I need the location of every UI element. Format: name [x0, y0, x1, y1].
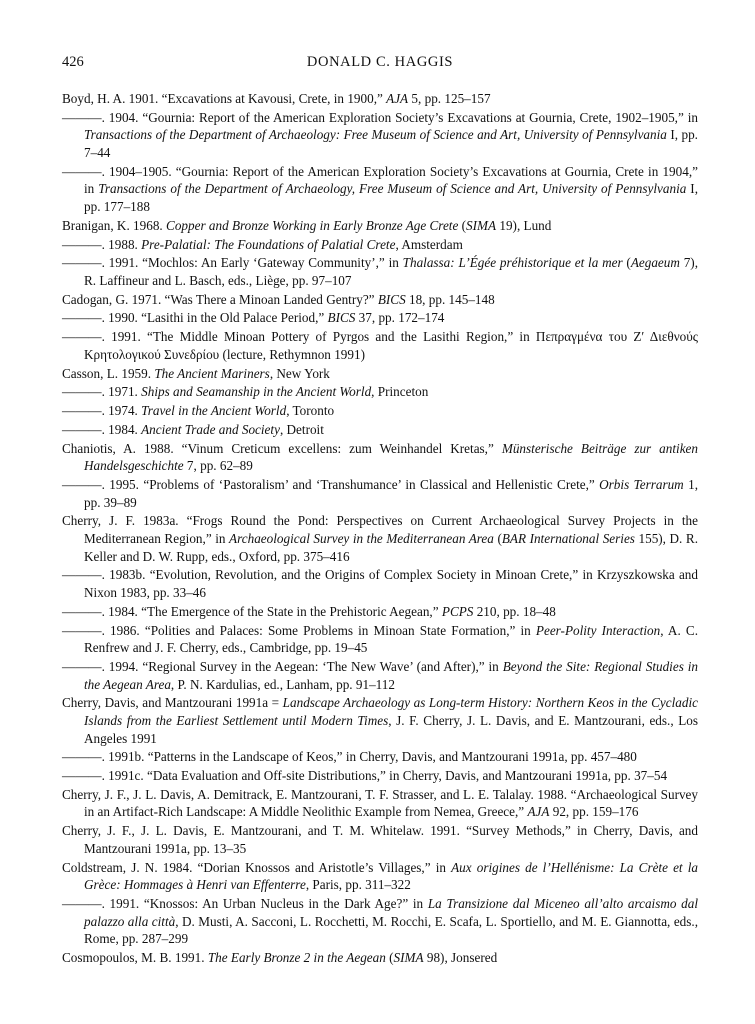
bibliography-entry — [62, 291, 698, 309]
entry-text: 37, pp. 172–174 — [355, 310, 445, 326]
bibliography-entry — [62, 236, 698, 254]
bibliography-entry — [62, 309, 698, 327]
bibliography-entry — [62, 383, 698, 401]
entry-text: 18, pp. 145–148 — [405, 291, 495, 307]
entry-text: , D. Musti, A. Sacconi, L. Rocchetti, M. Rocchi, E. Scafa, L. Sportiello, and M. E. Giannotta, eds., Rome, pp. 287–299 — [84, 913, 698, 947]
bibliography-entry — [62, 365, 698, 383]
entry-text: ———. 1988. — [62, 236, 142, 252]
entry-text: , Paris, pp. 311–322 — [305, 877, 411, 893]
entry-text: Coldstream, J. N. 1984. “Dorian Knossos and Aristotle’s Villages,” in — [62, 859, 452, 875]
entry-text: Cherry, J. F., J. L. Davis, E. Mantzourani, and T. M. Whitelaw. 1991. “Survey Methods,” in Cherry, Davis, and Mantzourani 1991a, pp. 13–35 — [62, 823, 698, 856]
entry-text: ———. 1983b. “Evolution, Revolution, and the Origins of Complex Society in Minoan Crete,” in Krzyszkowska and Nixon 1983, pp. 33–46 — [62, 567, 698, 601]
entry-text: Boyd, H. A. 1901. “Excavations at Kavousi, Crete, in 1900,” — [62, 91, 387, 106]
bibliography-entry — [62, 109, 698, 162]
entry-text: 5, pp. 125–157 — [408, 91, 491, 106]
entry-text: I, pp. 177–188 — [84, 181, 698, 214]
entry-text: ———. 1991c. “Data Evaluation and Off-site Distributions,” in Cherry, Davis, and Mantzourani 1991a, pp. 37–54 — [62, 768, 668, 784]
bibliography-entry — [62, 163, 698, 216]
entry-text: , Toronto — [286, 403, 335, 419]
entry-text: Cherry, J. F. 1983a. “Frogs Round the Pond: Perspectives on Current Archaeological Survey Projects in the Mediterranean Region,” in — [62, 513, 698, 547]
page-header — [62, 54, 698, 74]
entry-text: Cherry, Davis, and Mantzourani 1991a = — [62, 695, 283, 711]
italic-title: Travel in the Ancient World — [141, 403, 287, 419]
entry-text: ———. 1974. — [62, 403, 142, 419]
entry-text: ———. 1991b. “Patterns in the Landscape of Keos,” in Cherry, Davis, and Mantzourani 1991a, pp. 457–480 — [62, 749, 637, 765]
entry-text: Cadogan, G. 1971. “Was There a Minoan Landed Gentry?” — [62, 291, 378, 307]
italic-title: SIMA — [393, 949, 424, 965]
running-head: DONALD C. HAGGIS — [306, 54, 454, 70]
entry-text: ( — [622, 255, 631, 271]
italic-title: Orbis Terrarum — [599, 477, 684, 493]
entry-text: Branigan, K. 1968. — [62, 217, 167, 233]
italic-title: AJA — [527, 804, 550, 820]
bibliography-entry — [62, 440, 698, 475]
bibliography-entry — [62, 603, 698, 621]
italic-title: PCPS — [441, 603, 474, 619]
entry-text: Cherry, J. F., J. L. Davis, A. Demitrack, E. Mantzourani, T. F. Strasser, and L. E. Talalay. 1988. “Archaeological Survey in an Artifact-Rich Landscape: A Middle Neolithic Example from Nemea, Greece,” — [62, 786, 698, 820]
italic-title: AJA — [386, 91, 409, 106]
bibliography-entry — [62, 786, 698, 821]
entry-text: ———. 1991. “Knossos: An Urban Nucleus in the Dark Age?” in — [62, 896, 428, 911]
entry-text: 98), Jonsered — [423, 949, 498, 965]
italic-title: Transactions of the Department of Archaeology: Free Museum of Science and Art, University of Pennsylvania — [84, 127, 667, 143]
entry-text: I, pp. 7–44 — [84, 127, 698, 160]
italic-title: Ancient Trade and Society — [141, 421, 280, 437]
bibliography-entry — [62, 767, 698, 785]
entry-text: ———. 1991. “The Middle Minoan Pottery of Pyrgos and the Lasithi Region,” in Πεπραγμένα του Ζ′ Διεθνούς Κρητολογικού Συνεδρίου (lecture, Rethymnon 1991) — [62, 329, 698, 362]
italic-title: Peer-Polity Interaction — [535, 622, 661, 638]
bibliography-entry — [62, 622, 698, 657]
italic-title: Copper and Bronze Working in Early Bronze Age Crete — [166, 217, 459, 233]
bibliography-entry — [62, 949, 698, 967]
entry-text: Chaniotis, A. 1988. “Vinum Creticum excellens: zum Weinhandel Kretas,” — [62, 440, 502, 456]
entry-text: Cosmopoulos, M. B. 1991. — [62, 949, 208, 965]
italic-title: BAR International Series — [501, 531, 635, 547]
entry-text: ———. 1986. “Polities and Palaces: Some Problems in Minoan State Formation,” in — [62, 622, 536, 638]
entry-text: 155), D. R. Keller and D. W. Rupp, eds., Oxford, pp. 375–416 — [84, 531, 698, 564]
entry-text: 7), R. Laffineur and L. Basch, eds., Liège, pp. 97–107 — [84, 255, 698, 288]
bibliography-entry — [62, 822, 698, 857]
italic-title: Ships and Seamanship in the Ancient World — [141, 384, 372, 400]
entry-text: ———. 1904–1905. “Gournia: Report of the American Exploration Society’s Excavations at Gournia, Crete in 1904,” in — [62, 163, 698, 197]
entry-text: , Amsterdam — [395, 236, 463, 252]
bibliography-entry — [62, 566, 698, 601]
entry-text: ( — [385, 949, 394, 965]
entry-text: ———. 1971. — [62, 384, 142, 400]
italic-title: Thalassa: L’Égée préhistorique et la mer — [402, 255, 623, 271]
entry-text: ———. 1984. — [62, 421, 142, 437]
bibliography-entry — [62, 90, 698, 108]
bibliography-entry — [62, 476, 698, 511]
italic-title: Aegaeum — [630, 255, 680, 271]
bibliography-entry — [62, 421, 698, 439]
page-number: 426 — [62, 54, 84, 70]
italic-title: La Transizione dal Miceneo all’alto arcaismo dal palazzo alla città — [84, 896, 698, 929]
entry-text: , P. N. Kardulias, ed., Lanham, pp. 91–112 — [170, 676, 395, 692]
italic-title: BICS — [377, 291, 406, 307]
italic-title: The Early Bronze 2 in the Aegean — [207, 949, 386, 965]
bibliography-entry — [62, 694, 698, 747]
bibliography-entry — [62, 859, 698, 894]
italic-title: Aux origines de l’Hellénisme: La Crète et la Grèce: Hommages à Henri van Effenterre — [84, 859, 698, 893]
bibliography-list — [62, 90, 698, 968]
bibliography-entry — [62, 895, 698, 948]
entry-text: , Princeton — [371, 384, 429, 400]
italic-title: The Ancient Mariners — [154, 365, 270, 381]
entry-text: 210, pp. 18–48 — [473, 603, 556, 619]
italic-title: BICS — [327, 310, 356, 326]
entry-text: , Detroit — [279, 421, 324, 437]
entry-text: ( — [493, 531, 502, 547]
bibliography-entry — [62, 254, 698, 289]
italic-title: SIMA — [466, 217, 497, 233]
entry-text: ———. 1984. “The Emergence of the State in the Prehistoric Aegean,” — [62, 603, 442, 619]
entry-text: ———. 1990. “Lasithi in the Old Palace Period,” — [62, 310, 328, 326]
bibliography-entry — [62, 217, 698, 235]
bibliography-entry — [62, 402, 698, 420]
bibliography-entry — [62, 328, 698, 363]
entry-text: 19), Lund — [496, 217, 552, 233]
entry-text: ———. 1991. “Mochlos: An Early ‘Gateway Community’,” in — [62, 255, 403, 271]
entry-text: ( — [458, 217, 467, 233]
italic-title: Archaeological Survey in the Mediterranean Area — [229, 531, 494, 547]
italic-title: Münsterische Beiträge zur antiken Handelsgeschichte — [84, 440, 698, 474]
entry-text: ———. 1904. “Gournia: Report of the American Exploration Society’s Excavations at Gournia, Crete, 1902–1905,” in — [62, 109, 698, 125]
entry-text: Casson, L. 1959. — [62, 365, 155, 381]
entry-text: 92, pp. 159–176 — [549, 804, 639, 820]
bibliography-entry — [62, 748, 698, 766]
entry-text: 7, pp. 62–89 — [183, 458, 253, 474]
bibliography-entry — [62, 658, 698, 693]
entry-text: ———. 1994. “Regional Survey in the Aegean: ‘The New Wave’ (and After),” in — [62, 658, 503, 674]
entry-text: , A. C. Renfrew and J. F. Cherry, eds., Cambridge, pp. 19–45 — [84, 622, 698, 656]
entry-text: , New York — [269, 365, 330, 381]
entry-text: 1, pp. 39–89 — [84, 477, 698, 510]
bibliography-entry — [62, 512, 698, 565]
entry-text: , J. F. Cherry, J. L. Davis, and E. Mantzourani, eds., Los Angeles 1991 — [84, 712, 699, 746]
entry-text: ———. 1995. “Problems of ‘Pastoralism’ and ‘Transhumance’ in Classical and Hellenistic Crete,” — [62, 477, 600, 493]
italic-title: Landscape Archaeology as Long-term History: Northern Keos in the Cycladic Islands from the Earliest Settlement until Modern Times — [84, 695, 698, 728]
italic-title: Transactions of the Department of Archaeology, Free Museum of Science and Art, University of Pennsylvania — [98, 181, 687, 197]
italic-title: Beyond the Site: Regional Studies in the Aegean Area — [84, 658, 698, 692]
italic-title: Pre-Palatial: The Foundations of Palatial Crete — [141, 236, 396, 252]
